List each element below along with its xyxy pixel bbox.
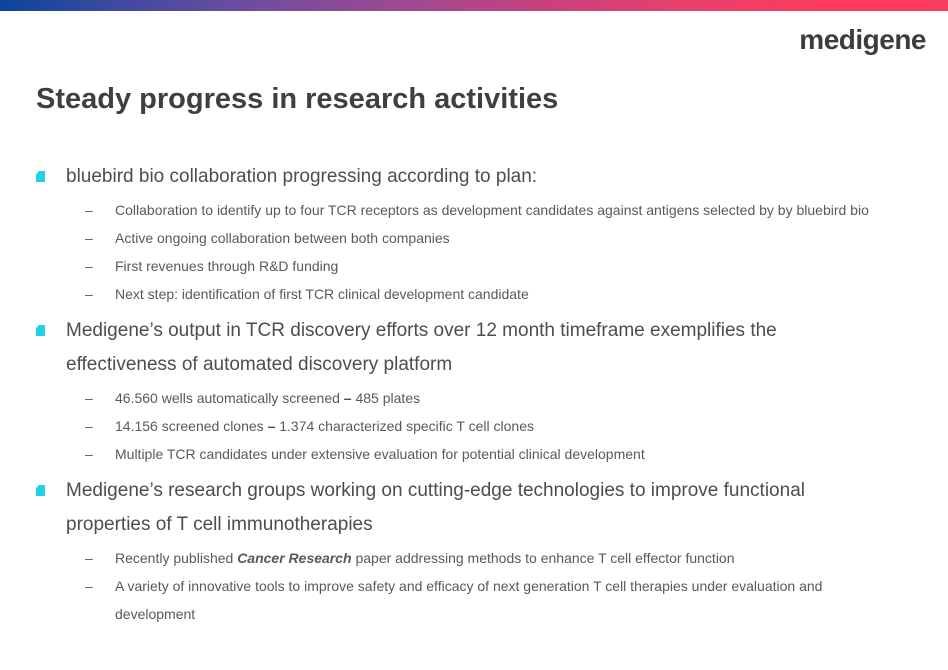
journal-name-emphasis: Cancer Research — [237, 550, 352, 566]
dash-bullet-icon: – — [85, 258, 93, 274]
sub-bullet-text: First revenues through R&D funding — [115, 258, 339, 274]
dash-bullet-icon: – — [85, 202, 93, 218]
sub-bullet-text: A variety of innovative tools to improve safety and efficacy of next generation T cell therapies under evaluation and development — [115, 578, 823, 622]
sub-bullet-list — [85, 384, 912, 468]
top-gradient-bar — [0, 0, 948, 11]
sub-text-after: 1.374 characterized specific T cell clones — [275, 418, 534, 434]
sub-bullet-text: Active ongoing collaboration between both companies — [115, 230, 450, 246]
sub-bullet-text: Collaboration to identify up to four TCR receptors as development candidates against antigens selected by by bluebird bio — [115, 202, 869, 218]
dash-bullet-icon: – — [85, 418, 93, 434]
sub-bullet-text: Multiple TCR candidates under extensive evaluation for potential clinical development — [115, 446, 645, 462]
cyan-square-bullet-icon — [36, 485, 45, 496]
bullet-item-text: bluebird bio collaboration progressing according to plan: — [66, 166, 538, 187]
slide-body — [36, 160, 912, 628]
bullet-marker-column — [36, 160, 66, 182]
dash-bullet-icon: – — [85, 550, 93, 566]
sub-text-before: Recently published — [115, 550, 238, 566]
sub-bullet-item — [85, 280, 912, 308]
sub-bullet-item — [85, 252, 912, 280]
sub-bullet-item — [85, 384, 912, 412]
sub-bullet-item — [85, 544, 912, 572]
dash-bullet-icon: – — [85, 578, 93, 594]
cyan-square-bullet-icon — [36, 325, 45, 336]
sub-bullet-text: Next step: identification of first TCR clinical development candidate — [115, 286, 529, 302]
medigene-logo: medigene — [799, 24, 926, 55]
sub-bullet-item — [85, 224, 912, 252]
bullet-item-text: Medigene’s research groups working on cutting-edge technologies to improve functional properties of T cell immunotherapies — [66, 480, 805, 535]
bold-dash-separator: – — [343, 390, 352, 406]
dash-bullet-icon: – — [85, 286, 93, 302]
bullet-item — [36, 474, 912, 542]
sub-bullet-text — [115, 384, 420, 412]
sub-text-after: paper addressing methods to enhance T cell effector function — [351, 550, 735, 566]
sub-bullet-list — [85, 196, 912, 308]
sub-bullet-item — [85, 572, 912, 628]
sub-bullet-text — [115, 544, 735, 572]
cyan-square-bullet-icon — [36, 171, 45, 182]
bullet-item-text: Medigene’s output in TCR discovery efforts over 12 month timeframe exemplifies the effectiveness of automated discovery platform — [66, 320, 777, 375]
dash-bullet-icon: – — [85, 446, 93, 462]
sub-bullet-text — [115, 412, 534, 440]
sub-bullet-item — [85, 440, 912, 468]
dash-bullet-icon: – — [85, 390, 93, 406]
bullet-marker-column — [36, 314, 66, 336]
bullet-marker-column — [36, 474, 66, 496]
sub-text-before: 14.156 screened clones — [115, 418, 268, 434]
logo-row — [0, 11, 948, 55]
bullet-item — [36, 160, 912, 194]
bold-dash-separator: – — [267, 418, 276, 434]
bullet-item — [36, 314, 912, 382]
sub-bullet-list — [85, 544, 912, 628]
sub-bullet-item — [85, 412, 912, 440]
sub-bullet-item — [85, 196, 912, 224]
sub-text-after: 485 plates — [351, 390, 421, 406]
sub-text-before: 46.560 wells automatically screened — [115, 390, 344, 406]
slide-title: Steady progress in research activities — [36, 83, 559, 115]
dash-bullet-icon: – — [85, 230, 93, 246]
